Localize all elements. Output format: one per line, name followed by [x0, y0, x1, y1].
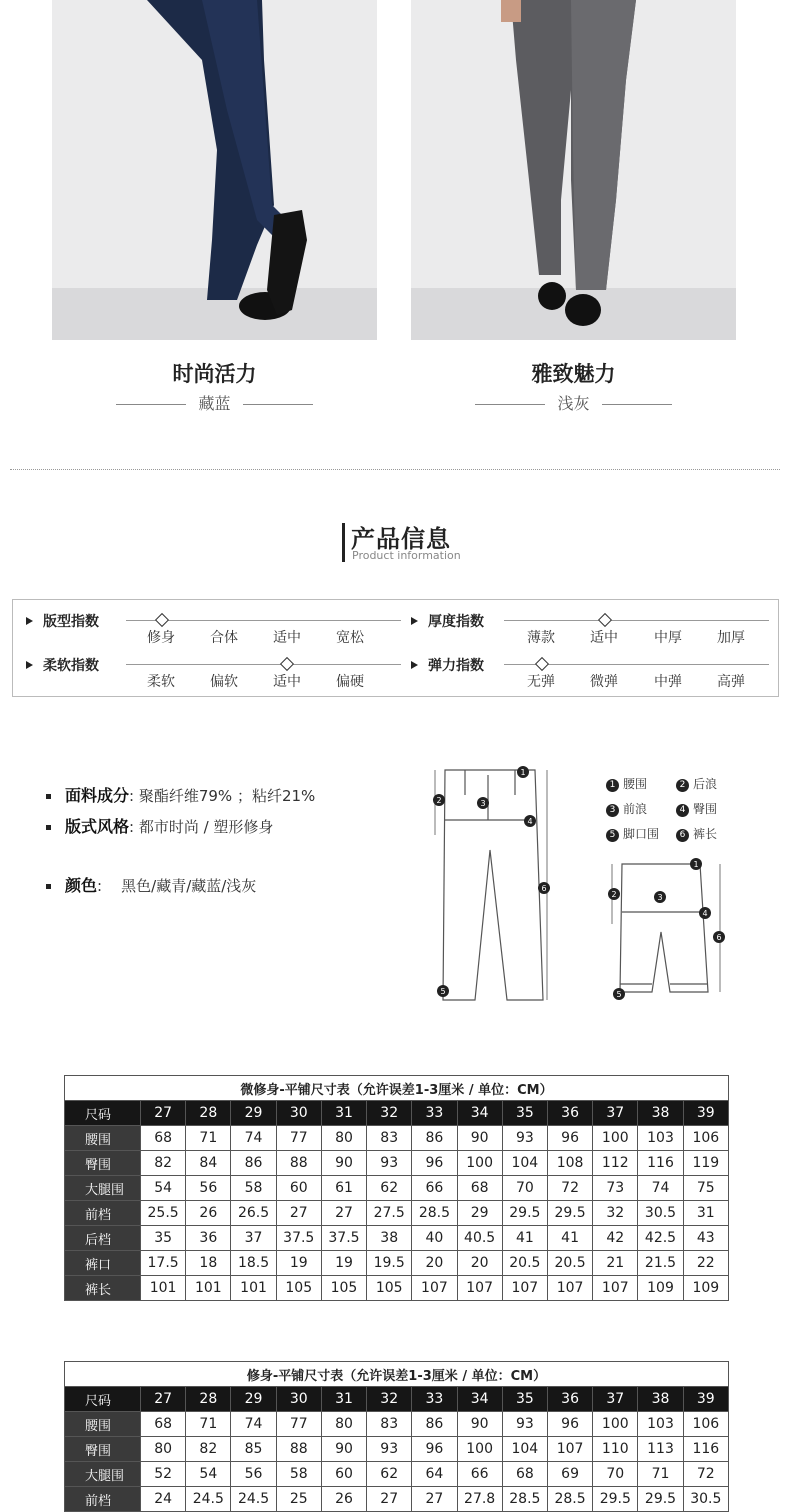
table-cell: 56	[231, 1462, 276, 1487]
table-cell: 71	[186, 1126, 231, 1151]
index-marker	[535, 657, 549, 671]
table-cell: 腰围	[65, 1126, 141, 1151]
table-cell: 80	[321, 1412, 366, 1437]
table-cell: 19	[276, 1251, 321, 1276]
divider-line	[475, 404, 545, 405]
table-header-cell: 38	[638, 1101, 683, 1126]
table-cell: 60	[276, 1176, 321, 1201]
product-title-grey: 雅致魅力	[531, 362, 616, 386]
index-option: 适中	[273, 674, 301, 690]
table-cell: 26	[321, 1487, 366, 1512]
table-cell: 80	[141, 1437, 186, 1462]
table-header-cell: 29	[231, 1387, 276, 1412]
table-header-cell: 35	[502, 1101, 547, 1126]
table-cell: 62	[367, 1176, 412, 1201]
legend-4: 4 臀围	[676, 800, 717, 817]
table-cell: 66	[457, 1462, 502, 1487]
table-cell: 119	[683, 1151, 728, 1176]
table-cell: 68	[141, 1412, 186, 1437]
table-cell: 61	[321, 1176, 366, 1201]
index-marker	[280, 657, 294, 671]
product-photo-navy	[52, 0, 377, 340]
table-cell: 64	[412, 1462, 457, 1487]
table-header-cell: 32	[367, 1101, 412, 1126]
table-cell: 大腿围	[65, 1176, 141, 1201]
legend-2: 2 后浪	[676, 775, 717, 792]
table-cell: 74	[231, 1412, 276, 1437]
table-cell: 96	[547, 1412, 592, 1437]
table-cell: 19.5	[367, 1251, 412, 1276]
table-cell: 90	[321, 1151, 366, 1176]
table-cell: 27	[276, 1201, 321, 1226]
table-cell: 37.5	[321, 1226, 366, 1251]
table-cell: 96	[412, 1151, 457, 1176]
table-header-cell: 35	[502, 1387, 547, 1412]
table-caption-row	[65, 1362, 729, 1387]
table-cell: 29.5	[638, 1487, 683, 1512]
table-cell: 107	[593, 1276, 638, 1301]
table-cell: 20.5	[502, 1251, 547, 1276]
table-cell: 101	[231, 1276, 276, 1301]
table-header-cell: 32	[367, 1387, 412, 1412]
table-header-cell: 28	[186, 1387, 231, 1412]
index-marker	[598, 613, 612, 627]
table-row	[65, 1437, 729, 1462]
table-cell: 101	[186, 1276, 231, 1301]
table-cell: 大腿围	[65, 1462, 141, 1487]
table-row	[65, 1412, 729, 1437]
table-cell: 108	[547, 1151, 592, 1176]
table-cell: 42	[593, 1226, 638, 1251]
svg-text:1: 1	[693, 860, 699, 869]
table-cell: 109	[638, 1276, 683, 1301]
table-cell: 37	[231, 1226, 276, 1251]
table-cell: 62	[367, 1462, 412, 1487]
table-cell: 90	[457, 1412, 502, 1437]
table-cell: 101	[141, 1276, 186, 1301]
table-cell: 107	[412, 1276, 457, 1301]
table-cell: 24.5	[186, 1487, 231, 1512]
table-cell: 74	[638, 1176, 683, 1201]
table-cell: 105	[321, 1276, 366, 1301]
product-title-navy: 时尚活力	[172, 362, 257, 386]
table-header-row	[65, 1101, 729, 1126]
divider-line	[602, 404, 672, 405]
table-cell: 72	[683, 1462, 728, 1487]
index-option: 无弹	[527, 674, 555, 690]
index-option: 宽松	[336, 630, 364, 646]
section-divider	[10, 469, 780, 470]
table-row	[65, 1276, 729, 1301]
table-cell: 68	[141, 1126, 186, 1151]
table-header-cell: 39	[683, 1101, 728, 1126]
index-option: 柔软	[147, 674, 175, 690]
table-cell: 18	[186, 1251, 231, 1276]
table-header-cell: 29	[231, 1101, 276, 1126]
table-cell: 96	[412, 1437, 457, 1462]
table-header-cell: 28	[186, 1101, 231, 1126]
table-header-cell: 37	[593, 1101, 638, 1126]
table-cell: 29.5	[547, 1201, 592, 1226]
grey-pants-image	[411, 0, 736, 340]
table-cell: 30.5	[638, 1201, 683, 1226]
table-cell: 110	[593, 1437, 638, 1462]
table-cell: 17.5	[141, 1251, 186, 1276]
table-cell: 60	[321, 1462, 366, 1487]
table-cell: 裤长	[65, 1276, 141, 1301]
navy-pants-image	[52, 0, 377, 340]
index-option: 修身	[147, 630, 175, 646]
table-cell: 68	[457, 1176, 502, 1201]
table-cell: 70	[593, 1462, 638, 1487]
table-cell: 103	[638, 1412, 683, 1437]
table-header-cell: 33	[412, 1101, 457, 1126]
bullet-icon	[46, 825, 51, 830]
table-cell: 30.5	[683, 1487, 728, 1512]
table-header-cell: 尺码	[65, 1387, 141, 1412]
index-option: 偏硬	[336, 674, 364, 690]
table-cell: 38	[367, 1226, 412, 1251]
table-cell: 116	[683, 1437, 728, 1462]
table-cell: 27	[412, 1487, 457, 1512]
table-cell: 56	[186, 1176, 231, 1201]
table-cell: 31	[683, 1201, 728, 1226]
table-header-cell: 27	[141, 1387, 186, 1412]
divider-line	[116, 404, 186, 405]
table-header-cell: 31	[321, 1387, 366, 1412]
table-cell: 90	[457, 1126, 502, 1151]
table-cell: 71	[638, 1462, 683, 1487]
table-header-cell: 27	[141, 1101, 186, 1126]
triangle-icon	[26, 617, 33, 625]
table-cell: 103	[638, 1126, 683, 1151]
table-cell: 100	[457, 1151, 502, 1176]
table-cell: 26	[186, 1201, 231, 1226]
table-cell: 71	[186, 1412, 231, 1437]
index-option: 中弹	[654, 674, 682, 690]
table-header-row	[65, 1387, 729, 1412]
index-softness	[26, 655, 396, 695]
table-cell: 106	[683, 1412, 728, 1437]
index-option: 微弹	[590, 674, 618, 690]
table-header-cell: 37	[593, 1387, 638, 1412]
svg-text:3: 3	[480, 799, 486, 808]
table-cell: 29	[457, 1201, 502, 1226]
table-cell: 106	[683, 1126, 728, 1151]
index-label: 柔软指数	[26, 655, 99, 675]
svg-text:3: 3	[657, 893, 663, 902]
table-cell: 90	[321, 1437, 366, 1462]
legend-5: 5 脚口围	[606, 825, 659, 842]
table-cell: 83	[367, 1412, 412, 1437]
table-header-cell: 34	[457, 1101, 502, 1126]
index-option: 中厚	[654, 630, 682, 646]
triangle-icon	[26, 661, 33, 669]
table-cell: 臀围	[65, 1151, 141, 1176]
table-cell: 54	[141, 1176, 186, 1201]
svg-text:6: 6	[541, 884, 547, 893]
divider-line	[243, 404, 313, 405]
table-cell: 20	[457, 1251, 502, 1276]
index-label: 版型指数	[26, 611, 99, 631]
table-cell: 27	[321, 1201, 366, 1226]
table-cell: 36	[186, 1226, 231, 1251]
table-cell: 85	[231, 1437, 276, 1462]
color-info: 颜色: 黑色/藏青/藏蓝/浅灰	[46, 873, 256, 896]
table-cell: 88	[276, 1437, 321, 1462]
table-cell: 84	[186, 1151, 231, 1176]
table-cell: 35	[141, 1226, 186, 1251]
legend-6: 6 裤长	[676, 825, 717, 842]
table-cell: 21.5	[638, 1251, 683, 1276]
table-cell: 26.5	[231, 1201, 276, 1226]
table-cell: 77	[276, 1126, 321, 1151]
svg-text:5: 5	[440, 987, 446, 996]
table-cell: 24.5	[231, 1487, 276, 1512]
size-table-slim-fit	[64, 1075, 729, 1301]
table-cell: 28.5	[502, 1487, 547, 1512]
table-cell: 105	[367, 1276, 412, 1301]
section-title-bar	[342, 523, 345, 562]
table-cell: 96	[547, 1126, 592, 1151]
triangle-icon	[411, 617, 418, 625]
svg-text:4: 4	[702, 909, 708, 918]
table-cell: 25.5	[141, 1201, 186, 1226]
table-cell: 107	[547, 1437, 592, 1462]
table-cell: 75	[683, 1176, 728, 1201]
table-cell: 20.5	[547, 1251, 592, 1276]
table-header-cell: 34	[457, 1387, 502, 1412]
table-caption-row	[65, 1076, 729, 1101]
color-label: 浅灰	[557, 394, 590, 413]
table-cell: 后档	[65, 1226, 141, 1251]
table-cell: 21	[593, 1251, 638, 1276]
table-cell: 86	[231, 1151, 276, 1176]
table-row	[65, 1201, 729, 1226]
table-cell: 86	[412, 1412, 457, 1437]
table-cell: 前档	[65, 1201, 141, 1226]
table-cell: 69	[547, 1462, 592, 1487]
table-cell: 105	[276, 1276, 321, 1301]
table-cell: 93	[502, 1412, 547, 1437]
index-track	[504, 620, 769, 621]
table-cell: 58	[276, 1462, 321, 1487]
legend-3: 3 前浪	[606, 800, 647, 817]
table-cell: 93	[367, 1151, 412, 1176]
table-cell: 66	[412, 1176, 457, 1201]
svg-text:2: 2	[611, 890, 617, 899]
table-cell: 80	[321, 1126, 366, 1151]
bullet-icon	[46, 884, 51, 889]
table-cell: 83	[367, 1126, 412, 1151]
triangle-icon	[411, 661, 418, 669]
table-cell: 54	[186, 1462, 231, 1487]
table-cell: 82	[186, 1437, 231, 1462]
table-cell: 28.5	[412, 1201, 457, 1226]
table-header-cell: 尺码	[65, 1101, 141, 1126]
table-cell: 40	[412, 1226, 457, 1251]
bullet-icon	[46, 794, 51, 799]
table-cell: 86	[412, 1126, 457, 1151]
table-cell: 73	[593, 1176, 638, 1201]
svg-text:1: 1	[520, 768, 526, 777]
table-caption: 修身-平铺尺寸表（允许误差1-3厘米 / 单位：CM）	[65, 1362, 729, 1387]
table-cell: 112	[593, 1151, 638, 1176]
table-cell: 40.5	[457, 1226, 502, 1251]
short-pants-diagram	[600, 852, 735, 1004]
table-cell: 25	[276, 1487, 321, 1512]
index-option: 偏软	[210, 674, 238, 690]
table-cell: 43	[683, 1226, 728, 1251]
index-elasticity	[411, 655, 773, 695]
style-info: 版式风格: 都市时尚 / 塑形修身	[46, 814, 273, 837]
table-cell: 22	[683, 1251, 728, 1276]
product-photo-grey	[411, 0, 736, 340]
section-subtitle: Product information	[352, 549, 461, 562]
table-cell: 52	[141, 1462, 186, 1487]
table-row	[65, 1226, 729, 1251]
table-cell: 88	[276, 1151, 321, 1176]
table-header-cell: 39	[683, 1387, 728, 1412]
table-cell: 27	[367, 1487, 412, 1512]
product-index-box	[12, 599, 779, 697]
table-cell: 20	[412, 1251, 457, 1276]
table-cell: 113	[638, 1437, 683, 1462]
product-color-navy	[52, 391, 377, 414]
table-cell: 116	[638, 1151, 683, 1176]
table-cell: 72	[547, 1176, 592, 1201]
table-header-cell: 36	[547, 1387, 592, 1412]
table-header-cell: 30	[276, 1387, 321, 1412]
table-row	[65, 1176, 729, 1201]
svg-text:2: 2	[436, 796, 442, 805]
index-marker	[155, 613, 169, 627]
table-cell: 93	[367, 1437, 412, 1462]
table-header-cell: 36	[547, 1101, 592, 1126]
table-cell: 109	[683, 1276, 728, 1301]
table-cell: 裤口	[65, 1251, 141, 1276]
index-option: 加厚	[717, 630, 745, 646]
table-row	[65, 1151, 729, 1176]
table-cell: 93	[502, 1126, 547, 1151]
fabric-composition: 面料成分: 聚酯纤维79% ；粘纤21%	[46, 783, 315, 806]
table-cell: 28.5	[547, 1487, 592, 1512]
long-pants-diagram	[425, 760, 585, 1010]
table-cell: 107	[547, 1276, 592, 1301]
index-label: 弹力指数	[411, 655, 484, 675]
table-cell: 41	[502, 1226, 547, 1251]
table-row	[65, 1126, 729, 1151]
table-cell: 24	[141, 1487, 186, 1512]
table-row	[65, 1462, 729, 1487]
svg-text:6: 6	[716, 933, 722, 942]
index-thickness	[411, 611, 773, 651]
index-label: 厚度指数	[411, 611, 484, 631]
table-cell: 37.5	[276, 1226, 321, 1251]
product-color-grey	[411, 391, 736, 414]
table-header-cell: 31	[321, 1101, 366, 1126]
table-cell: 19	[321, 1251, 366, 1276]
index-track	[126, 664, 401, 665]
index-option: 适中	[273, 630, 301, 646]
table-cell: 68	[502, 1462, 547, 1487]
index-option: 薄款	[527, 630, 555, 646]
table-cell: 100	[457, 1437, 502, 1462]
table-cell: 腰围	[65, 1412, 141, 1437]
svg-text:5: 5	[616, 990, 622, 999]
index-option: 合体	[210, 630, 238, 646]
table-cell: 29.5	[593, 1487, 638, 1512]
table-row	[65, 1251, 729, 1276]
index-option: 高弹	[717, 674, 745, 690]
table-cell: 42.5	[638, 1226, 683, 1251]
index-option: 适中	[590, 630, 618, 646]
legend-1: 1 腰围	[606, 775, 647, 792]
table-cell: 18.5	[231, 1251, 276, 1276]
table-cell: 臀围	[65, 1437, 141, 1462]
table-cell: 41	[547, 1226, 592, 1251]
table-cell: 74	[231, 1126, 276, 1151]
table-cell: 107	[502, 1276, 547, 1301]
index-fit	[26, 611, 396, 651]
svg-text:4: 4	[527, 817, 533, 826]
table-header-cell: 33	[412, 1387, 457, 1412]
table-header-cell: 38	[638, 1387, 683, 1412]
table-cell: 27.8	[457, 1487, 502, 1512]
section-title: 产品信息	[351, 525, 451, 553]
table-cell: 100	[593, 1412, 638, 1437]
table-header-cell: 30	[276, 1101, 321, 1126]
size-table-regular-slim	[64, 1361, 729, 1512]
table-cell: 58	[231, 1176, 276, 1201]
table-row	[65, 1487, 729, 1512]
table-cell: 32	[593, 1201, 638, 1226]
table-cell: 77	[276, 1412, 321, 1437]
table-cell: 107	[457, 1276, 502, 1301]
table-cell: 104	[502, 1437, 547, 1462]
table-cell: 70	[502, 1176, 547, 1201]
table-caption: 微修身-平铺尺寸表（允许误差1-3厘米 / 单位：CM）	[65, 1076, 729, 1101]
table-cell: 82	[141, 1151, 186, 1176]
color-label: 藏蓝	[198, 394, 231, 413]
table-cell: 100	[593, 1126, 638, 1151]
table-cell: 27.5	[367, 1201, 412, 1226]
table-cell: 29.5	[502, 1201, 547, 1226]
table-cell: 前档	[65, 1487, 141, 1512]
table-cell: 104	[502, 1151, 547, 1176]
